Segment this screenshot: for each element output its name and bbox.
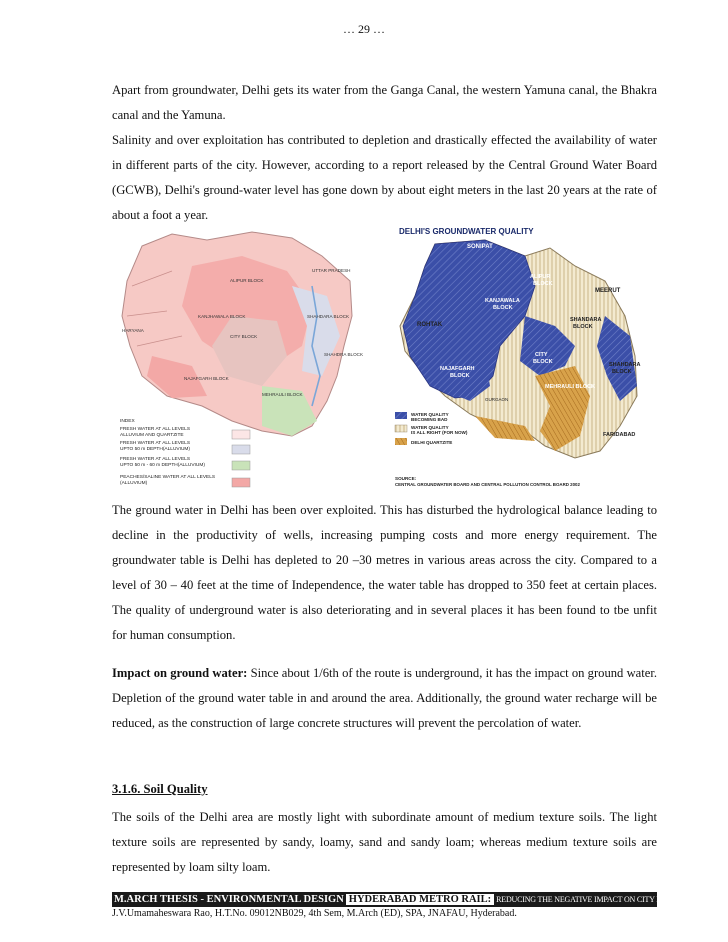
rlabel-city: CITY (535, 352, 548, 358)
right-map-source: SOURCE: (395, 476, 417, 481)
svg-text:BLOCK: BLOCK (612, 369, 632, 375)
svg-text:INDEX: INDEX (120, 419, 135, 424)
rlabel-mehrauli: MEHRAULI BLOCK (545, 384, 596, 390)
svg-text:UPTO 50 m - 60 m DEPTH(ALLUVIU: UPTO 50 m - 60 m DEPTH(ALLUVIUM) (120, 463, 205, 468)
svg-text:DELHI QUARTZITE: DELHI QUARTZITE (411, 440, 453, 445)
svg-text:BLOCK: BLOCK (533, 281, 553, 287)
rlabel-gurgaon: GURGAON (485, 397, 509, 402)
svg-text:WATER QUALITY: WATER QUALITY (411, 425, 449, 430)
footer-project-label: HYDERABAD METRO RAIL: (346, 894, 494, 905)
label-kanjhawala: KANJHAWALA BLOCK (198, 314, 246, 319)
label-city: CITY BLOCK (230, 334, 258, 339)
footer-banner (112, 892, 713, 907)
label-mehrauli: MEHRAULI BLOCK (262, 392, 303, 397)
right-map-title: DELHI'S GROUNDWATER QUALITY (399, 227, 534, 236)
rlabel-faridabad: FARIDABAD (603, 432, 636, 438)
footer-thesis-label: M.ARCH THESIS - ENVIRONMENTAL DESIGN (114, 894, 344, 905)
groundwater-index-map (112, 226, 370, 498)
svg-text:BLOCK: BLOCK (573, 324, 593, 330)
rlabel-shandara: SHANDARA (570, 317, 602, 323)
svg-text:CENTRAL GROUNDWATER BOARD AND: CENTRAL GROUNDWATER BOARD AND CENTRAL POLLUTION CONTROL BOARD 2002 (395, 482, 580, 487)
svg-text:BLOCK: BLOCK (493, 305, 513, 311)
label-uttar-pradesh: UTTAR PRADESH (312, 268, 351, 273)
paragraph-water-sources: Apart from groundwater, Delhi gets its water from the Ganga Canal, the western Yamuna canal, the Bhakra canal and the Yamuna. (112, 83, 657, 122)
section-heading-soil-quality: 3.1.6. Soil Quality (112, 782, 208, 796)
footer-author: J.V.Umamaheswara Rao, H.T.No. 09012NB029, 4th Sem, M.Arch (ED), SPA, JNAFAU, Hyderabad. (112, 908, 517, 919)
groundwater-maps (112, 226, 657, 498)
rlabel-meerut: MEERUT (595, 288, 621, 294)
rlabel-rohtak: ROHTAK (417, 322, 443, 328)
impact-heading: Impact on ground water: (112, 666, 248, 680)
svg-text:FRESH WATER AT ALL LEVELS: FRESH WATER AT ALL LEVELS (120, 427, 191, 432)
page-number: … 29 … (343, 22, 385, 36)
label-shahdara: SHAHDARA BLOCK (307, 314, 350, 319)
label-najafgarh: NAJAFGARH BLOCK (184, 376, 229, 381)
svg-text:ALLUVIUM AND QUARTZITE: ALLUVIUM AND QUARTZITE (120, 433, 184, 438)
label-shahdra: SHAHDRA BLOCK (324, 352, 364, 357)
svg-text:BLOCK: BLOCK (533, 359, 553, 365)
svg-text:WATER QUALITY: WATER QUALITY (411, 412, 449, 417)
svg-text:FRESH WATER AT ALL LEVELS: FRESH WATER AT ALL LEVELS (120, 457, 191, 462)
rlabel-alipur: ALIPUR (530, 274, 551, 280)
footer-subtitle: REDUCING THE NEGATIVE IMPACT ON CITY ENVIRONMENT (496, 895, 713, 904)
paragraph-impact: Impact on ground water: Since about 1/6th of the route is underground, it has the impact on ground water. Depletion of the ground water table in and around the area. Additionally, the ground water recharge will be reduced, as the construction of large concrete structures will prevent the percolation of water. (112, 666, 657, 730)
rlabel-kanjawala: KANJAWALA (485, 298, 520, 304)
svg-text:(ALLUVIUM): (ALLUVIUM) (120, 481, 148, 486)
svg-text:PEACHES/SALINE WATER AT ALL LE: PEACHES/SALINE WATER AT ALL LEVELS (120, 475, 216, 480)
svg-text:BLOCK: BLOCK (450, 373, 470, 379)
rlabel-najafgarh: NAJAFGARH (440, 366, 475, 372)
paragraph-salinity: Salinity and over exploitation has contributed to depletion and drastically effected the availability of water in different parts of the city. However, according to a report released by the Central Ground Water Board (GCWB), Delhi's ground-water level has gone down by about eight meters in the last 20 years at the rate of about a foot a year. (112, 133, 657, 222)
rlabel-shahdara: SHAHDARA (609, 362, 641, 368)
svg-text:FRESH WATER AT ALL LEVELS: FRESH WATER AT ALL LEVELS (120, 441, 191, 446)
svg-text:BECOMING BAD: BECOMING BAD (411, 417, 448, 422)
paragraph-soil: The soils of the Delhi area are mostly light with subordinate amount of medium texture soils. The light texture soils are represented by sandy, loamy, sand and sandy loam; whereas medium texture soils are represented by loam silty loam. (112, 810, 657, 874)
svg-text:IS ALL RIGHT (FOR NOW): IS ALL RIGHT (FOR NOW) (411, 430, 468, 435)
label-haryana: HARYANA (122, 328, 144, 333)
label-alipur: ALIPUR BLOCK (230, 278, 264, 283)
rlabel-sonipat: SONIPAT (467, 244, 493, 250)
paragraph-over-exploitation: The ground water in Delhi has been over exploited. This has disturbed the hydrological balance leading to decline in the productivity of wells, increasing pumping costs and more energy requirement. The groundwater table is Delhi has depleted to 20 –30 metres in various areas across the city. Compared to a level of 30 – 40 feet at the time of Independence, the water table has dropped to 350 feet at certain places. The quality of underground water is also deteriorating and in several places it has been found to tbe unfit for human consumption. (112, 503, 657, 642)
svg-text:UPTO 50 m DEPTH(ALLUVIUM): UPTO 50 m DEPTH(ALLUVIUM) (120, 447, 191, 452)
groundwater-quality-map (375, 226, 657, 498)
